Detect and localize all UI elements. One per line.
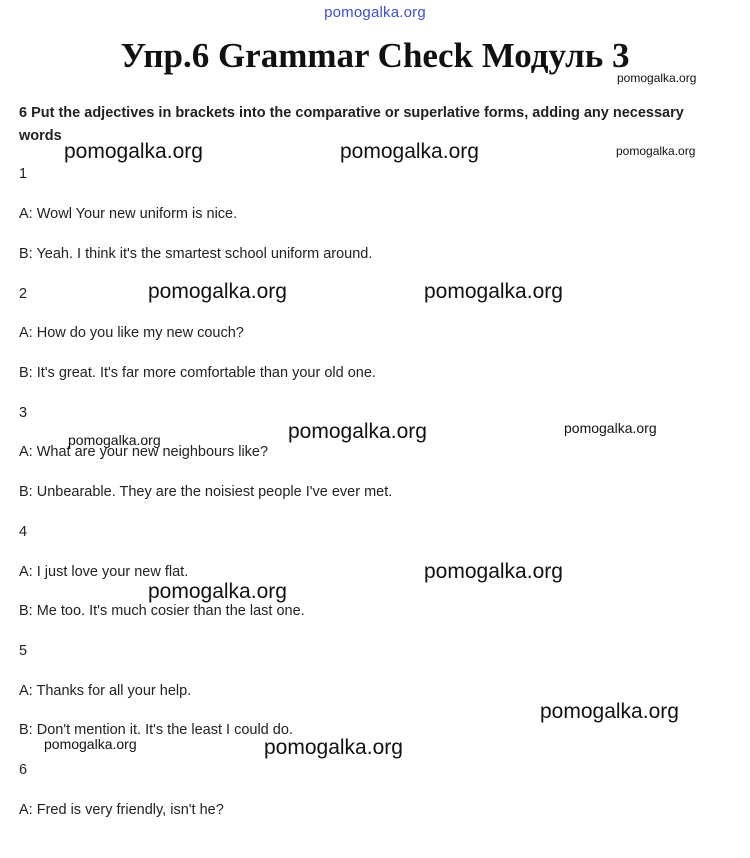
dialogue-line: B: It's great. It's far more comfortable than your old one. (19, 365, 376, 381)
dialogue-line: B: Yeah. I think it's the smartest school uniform around. (19, 246, 373, 262)
watermark: pomogalka.org (617, 71, 697, 85)
watermark: pomogalka.org (424, 280, 563, 303)
watermark: pomogalka.org (148, 580, 287, 603)
watermark: pomogalka.org (424, 560, 563, 583)
dialogue-line: A: Thanks for all your help. (19, 683, 192, 699)
watermark: pomogalka.org (64, 140, 203, 163)
exercise-instruction: 6 Put the adjectives in brackets into the comparative or superlative forms, adding any necessary words (19, 105, 684, 144)
watermark: pomogalka.org (148, 280, 287, 303)
site-link[interactable]: pomogalka.org (324, 4, 426, 21)
dialogue-line: A: Wowl Your new uniform is nice. (19, 206, 238, 222)
item-number: 2 (19, 286, 28, 302)
watermark: pomogalka.org (340, 140, 479, 163)
item-number: 1 (19, 166, 28, 182)
item-number: 6 (19, 762, 28, 778)
item-number: 4 (19, 524, 28, 540)
dialogue-line: A: I just love your new flat. (19, 564, 189, 580)
dialogue-line: B: Don't mention it. It's the least I could do. (19, 722, 293, 738)
dialogue-line: A: How do you like my new couch? (19, 325, 244, 341)
item-number: 5 (19, 643, 28, 659)
dialogue-line: A: Fred is very friendly, isn't he? (19, 802, 224, 818)
watermark: pomogalka.org (264, 736, 403, 759)
dialogue-line: B: Me too. It's much cosier than the last one. (19, 603, 305, 619)
watermark: pomogalka.org (616, 144, 696, 158)
dialogue-line: A: What are your new neighbours like? (19, 444, 269, 460)
watermark: pomogalka.org (288, 420, 427, 443)
watermark: pomogalka.org (540, 700, 679, 723)
item-number: 3 (19, 405, 28, 421)
watermark: pomogalka.org (564, 420, 657, 436)
watermark: pomogalka.org (44, 736, 137, 752)
page-title: Упр.6 Grammar Check Модуль 3 (120, 36, 630, 75)
dialogue-line: B: Unbearable. They are the noisiest people I've ever met. (19, 484, 393, 500)
watermark: pomogalka.org (68, 432, 161, 448)
